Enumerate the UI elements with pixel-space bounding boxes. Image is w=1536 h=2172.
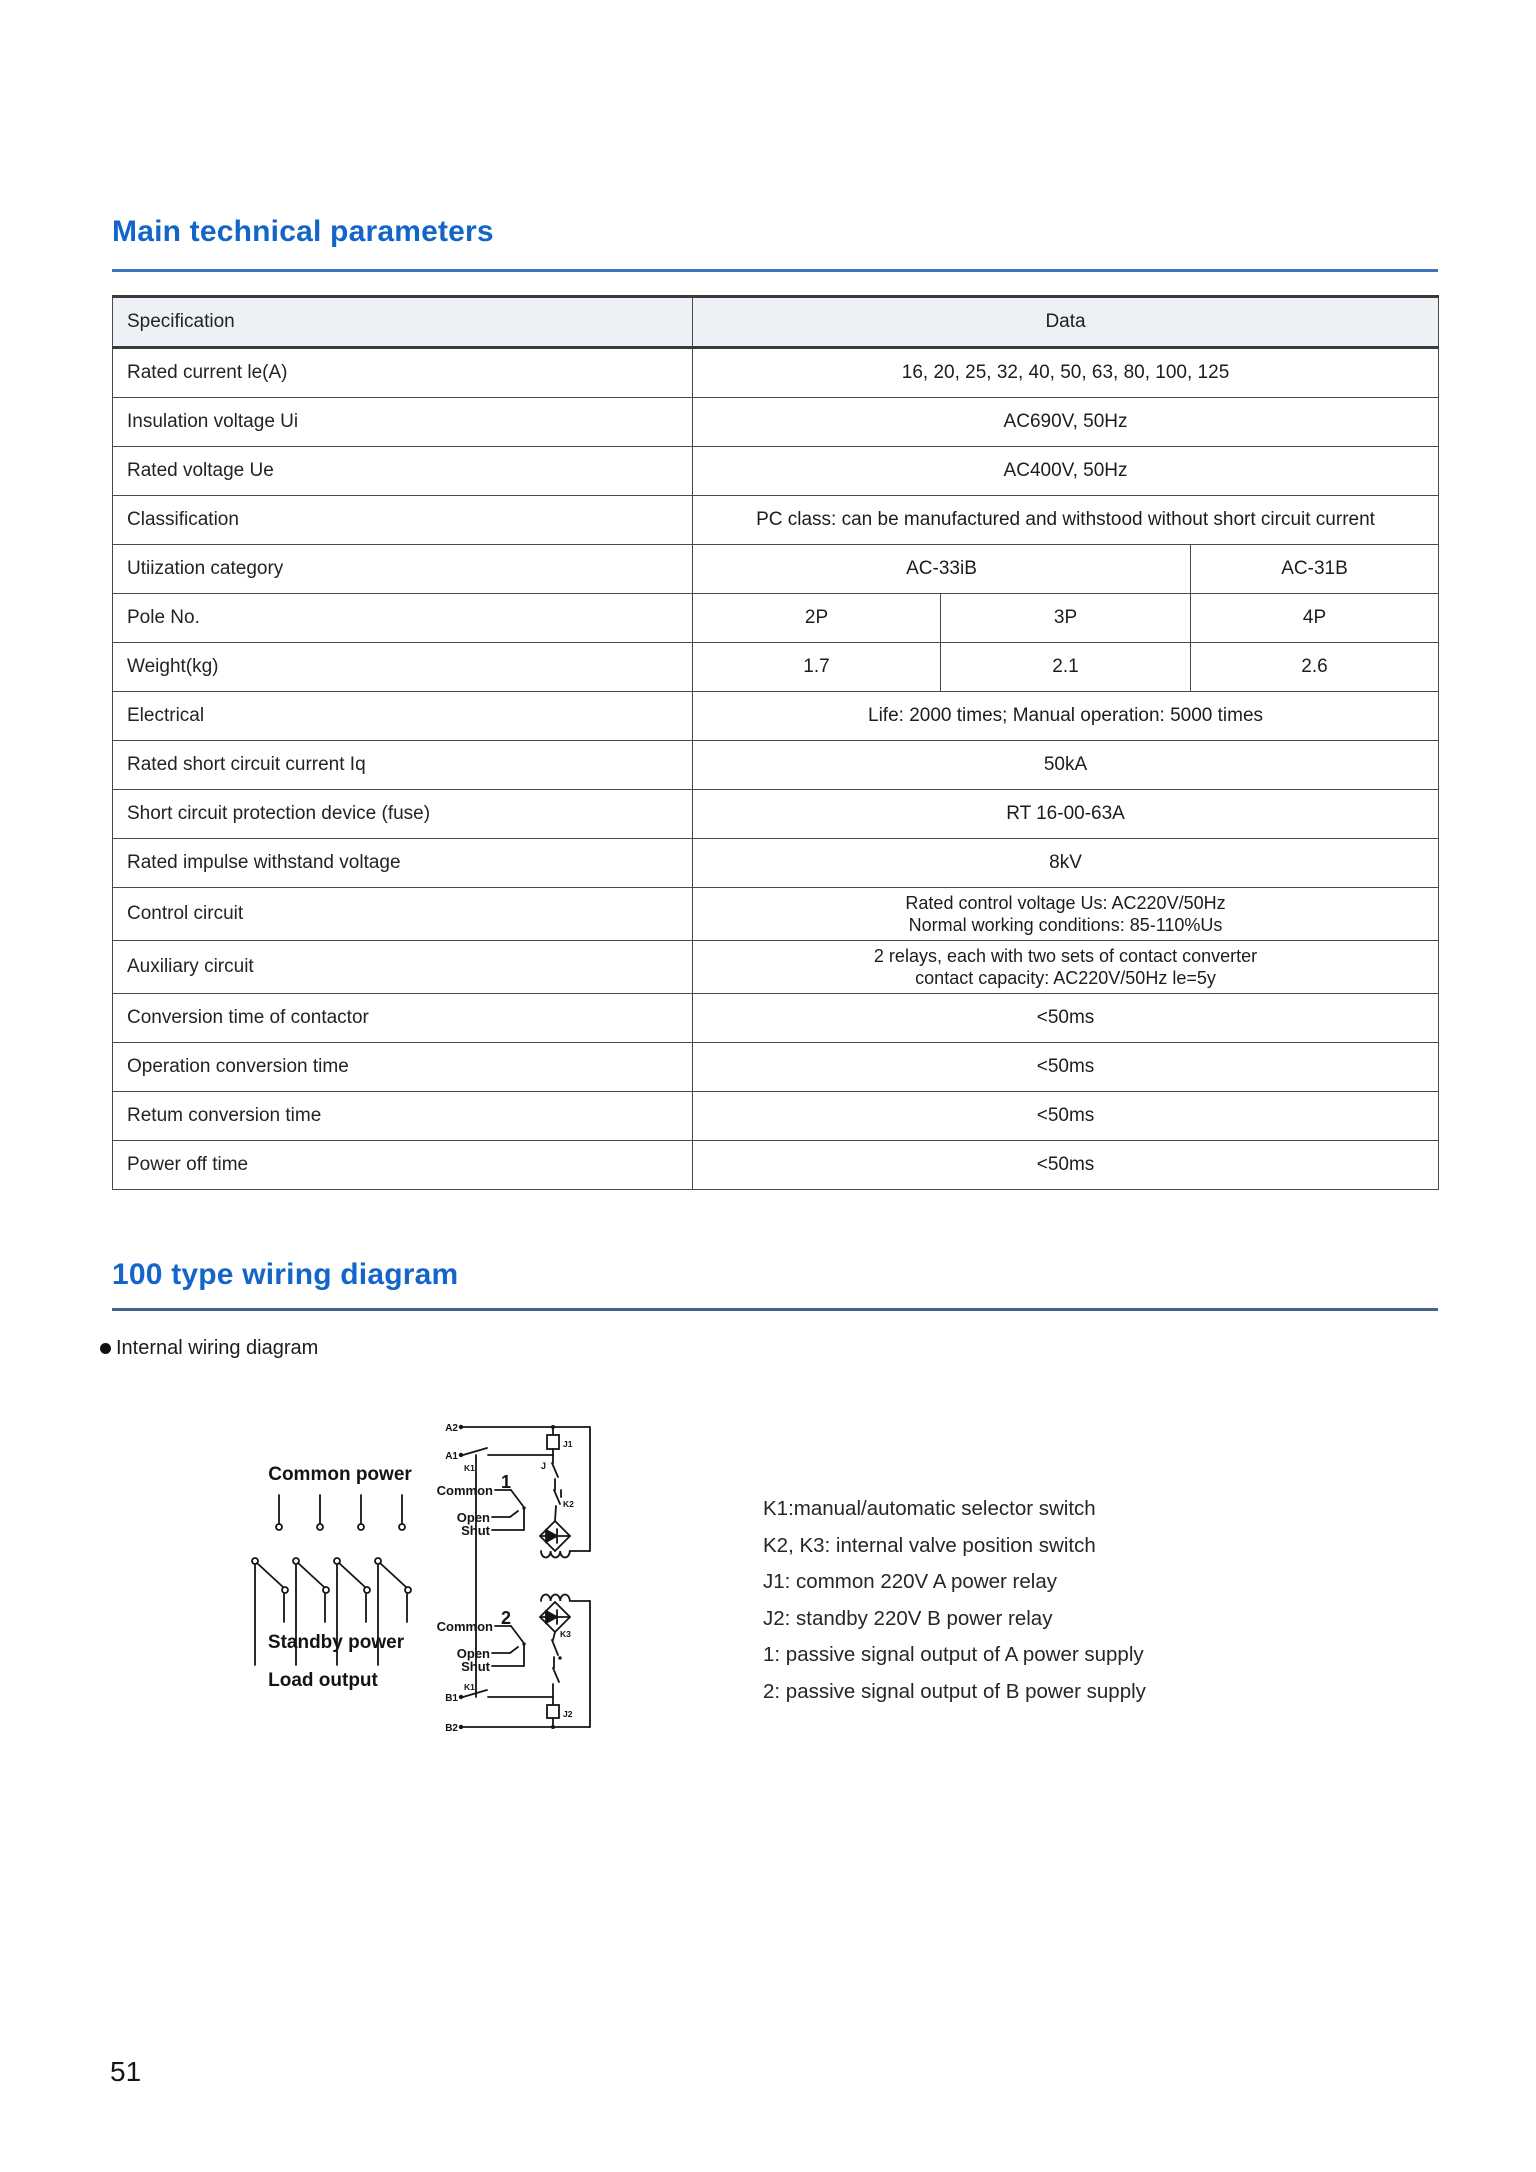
data-cell: Life: 2000 times; Manual operation: 5000 times bbox=[693, 692, 1439, 741]
label-k3: K3 bbox=[560, 1629, 571, 1639]
table-row bbox=[113, 1043, 1439, 1092]
page-number: 51 bbox=[110, 2056, 142, 2087]
table-row bbox=[113, 594, 1439, 643]
spec-label: Power off time bbox=[113, 1141, 693, 1190]
data-cell: 2.1 bbox=[941, 643, 1191, 692]
label-common-power: Common power bbox=[268, 1464, 412, 1485]
label-j2: J2 bbox=[563, 1709, 573, 1719]
table-row bbox=[113, 790, 1439, 839]
label-a1: A1 bbox=[445, 1451, 458, 1462]
label-common-2: Common bbox=[436, 1619, 493, 1634]
spec-label: Classification bbox=[113, 496, 693, 545]
label-k2: K2 bbox=[563, 1499, 574, 1509]
data-cell: 2.6 bbox=[1191, 643, 1439, 692]
title-underline-rule bbox=[112, 269, 1438, 272]
data-cell: <50ms bbox=[693, 994, 1439, 1043]
data-cell: 3P bbox=[941, 594, 1191, 643]
legend-line: 1: passive signal output of A power supply bbox=[763, 1643, 1144, 1667]
label-j: J bbox=[541, 1461, 547, 1471]
spec-label: Conversion time of contactor bbox=[113, 994, 693, 1043]
title-underline-rule bbox=[112, 1308, 1438, 1311]
label-standby-power: Standby power bbox=[267, 1632, 405, 1653]
data-cell: 2 relays, each with two sets of contact converter contact capacity: AC220V/50Hz le=5y bbox=[693, 941, 1439, 994]
label-common-1: Common bbox=[436, 1483, 493, 1498]
legend bbox=[763, 1491, 1146, 1711]
label-output-2: 2 bbox=[501, 1608, 512, 1628]
legend-line: 2: passive signal output of B power supply bbox=[763, 1679, 1146, 1703]
spec-label: Rated impulse withstand voltage bbox=[113, 839, 693, 888]
legend-line: K2, K3: internal valve position switch bbox=[763, 1533, 1096, 1557]
data-cell: <50ms bbox=[693, 1141, 1439, 1190]
data-cell: 50kA bbox=[693, 741, 1439, 790]
table-row bbox=[113, 692, 1439, 741]
spec-label: Auxiliary circuit bbox=[113, 941, 693, 994]
label-a2: A2 bbox=[445, 1423, 458, 1434]
spec-label: Control circuit bbox=[113, 888, 693, 941]
label-k1-bottom: K1 bbox=[464, 1682, 475, 1692]
table-row bbox=[113, 398, 1439, 447]
internal-wiring-diagram bbox=[240, 1420, 620, 1780]
label-load-output: Load output bbox=[268, 1670, 378, 1691]
table-row bbox=[113, 839, 1439, 888]
data-cell: 16, 20, 25, 32, 40, 50, 63, 80, 100, 125 bbox=[693, 348, 1439, 398]
label-b1: B1 bbox=[445, 1693, 458, 1704]
column-header-data: Data bbox=[693, 297, 1439, 348]
spec-label: Utiization category bbox=[113, 545, 693, 594]
table-row bbox=[113, 1092, 1439, 1141]
data-cell: <50ms bbox=[693, 1043, 1439, 1092]
label-open-1: Open bbox=[456, 1510, 490, 1525]
table-row bbox=[113, 545, 1439, 594]
params-table-body bbox=[113, 348, 1439, 1190]
legend-line: J1: common 220V A power relay bbox=[763, 1570, 1057, 1594]
spec-label: Short circuit protection device (fuse) bbox=[113, 790, 693, 839]
label-open-2: Open bbox=[456, 1646, 490, 1661]
bullet-item-internal-wiring-diagram bbox=[100, 1337, 318, 1360]
spec-label: Insulation voltage Ui bbox=[113, 398, 693, 447]
section-title-main-technical-parameters: Main technical parameters bbox=[112, 215, 494, 248]
table-row bbox=[113, 348, 1439, 398]
legend-line: K1:manual/automatic selector switch bbox=[763, 1497, 1096, 1520]
data-cell: PC class: can be manufactured and withstood without short circuit current bbox=[693, 496, 1439, 545]
table-row bbox=[113, 994, 1439, 1043]
parameters-table bbox=[112, 295, 1439, 1190]
spec-label: Operation conversion time bbox=[113, 1043, 693, 1092]
label-j1: J1 bbox=[563, 1439, 573, 1449]
data-cell: <50ms bbox=[693, 1092, 1439, 1141]
spec-label: Rated current le(A) bbox=[113, 348, 693, 398]
bullet-dot-icon bbox=[100, 1343, 111, 1354]
bullet-label: Internal wiring diagram bbox=[116, 1337, 319, 1359]
legend-line: J2: standby 220V B power relay bbox=[763, 1606, 1053, 1630]
label-shut-1: Shut bbox=[461, 1523, 490, 1538]
data-cell: AC-33iB bbox=[693, 545, 1191, 594]
spec-label: Pole No. bbox=[113, 594, 693, 643]
data-cell: Rated control voltage Us: AC220V/50Hz Normal working conditions: 85-110%Us bbox=[693, 888, 1439, 941]
data-cell: 4P bbox=[1191, 594, 1439, 643]
table-row bbox=[113, 1141, 1439, 1190]
data-cell: 1.7 bbox=[693, 643, 941, 692]
table-row bbox=[113, 447, 1439, 496]
spec-label: Rated voltage Ue bbox=[113, 447, 693, 496]
spec-label: Retum conversion time bbox=[113, 1092, 693, 1141]
spec-label: Rated short circuit current Iq bbox=[113, 741, 693, 790]
label-b2: B2 bbox=[445, 1723, 458, 1734]
data-cell: RT 16-00-63A bbox=[693, 790, 1439, 839]
data-cell: AC-31B bbox=[1191, 545, 1439, 594]
data-cell: 8kV bbox=[693, 839, 1439, 888]
label-output-1: 1 bbox=[501, 1472, 512, 1492]
data-cell: 2P bbox=[693, 594, 941, 643]
section-title-wiring-diagram: 100 type wiring diagram bbox=[112, 1258, 459, 1291]
label-k1-top: K1 bbox=[464, 1463, 475, 1473]
data-cell: AC400V, 50Hz bbox=[693, 447, 1439, 496]
spec-label: Weight(kg) bbox=[113, 643, 693, 692]
spec-label: Electrical bbox=[113, 692, 693, 741]
table-row bbox=[113, 741, 1439, 790]
column-header-specification: Specification bbox=[113, 297, 693, 348]
table-row bbox=[113, 496, 1439, 545]
table-row bbox=[113, 643, 1439, 692]
data-cell: AC690V, 50Hz bbox=[693, 398, 1439, 447]
table-row bbox=[113, 888, 1439, 941]
table-row bbox=[113, 941, 1439, 994]
table-header-row bbox=[113, 297, 1439, 348]
label-shut-2: Shut bbox=[461, 1659, 490, 1674]
